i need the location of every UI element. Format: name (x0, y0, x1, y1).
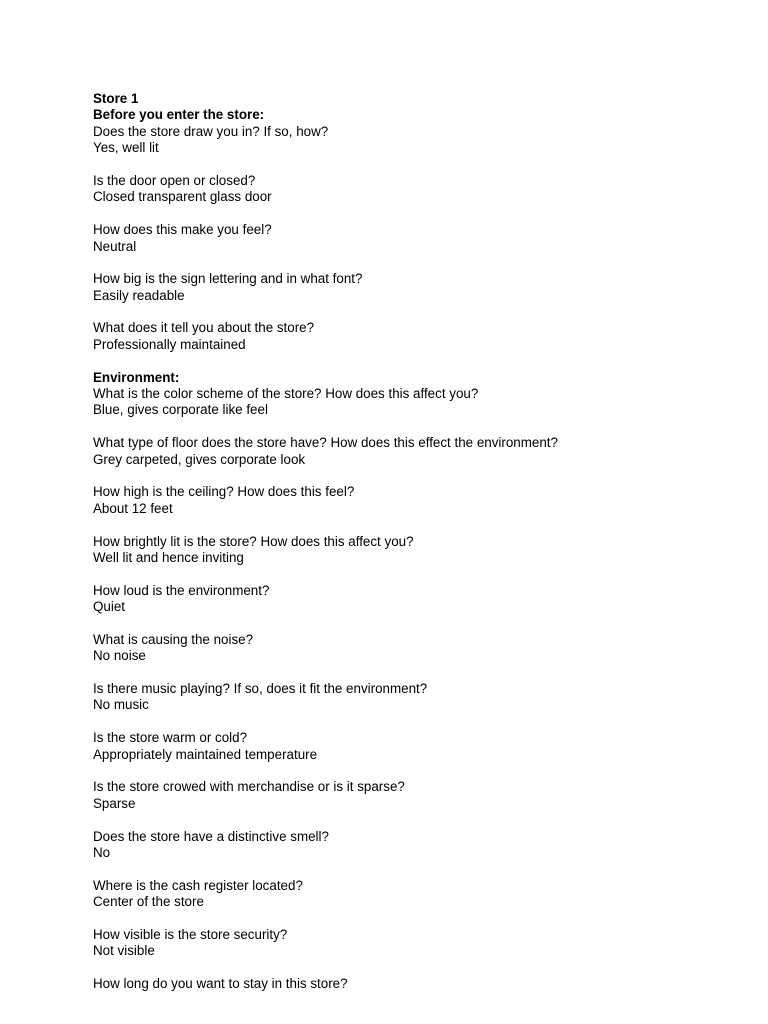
answer-text: No music (93, 697, 149, 713)
spacer (93, 255, 733, 271)
question-text: Is there music playing? If so, does it fit the environment? (93, 681, 428, 697)
question-text: Does the store draw you in? If so, how? (93, 123, 329, 139)
answer-text: Professionally maintained (93, 336, 246, 352)
spacer (93, 714, 733, 730)
question-text: What type of floor does the store have? How does this effect the environment? (93, 435, 558, 451)
spacer (93, 812, 733, 828)
answer-text: Grey carpeted, gives corporate look (93, 451, 306, 467)
answer-text: Closed transparent glass door (93, 189, 272, 205)
spacer (93, 157, 733, 173)
spacer (93, 353, 733, 369)
question-text: How loud is the environment? (93, 582, 270, 598)
answer-text: Quiet (93, 599, 126, 615)
store-title: Store 1 (93, 91, 139, 106)
answer-text: Sparse (93, 795, 136, 811)
answer-text: Blue, gives corporate like feel (93, 402, 268, 418)
spacer (93, 960, 733, 976)
question-text: How long do you want to stay in this store? (93, 976, 348, 992)
answer-text: About 12 feet (93, 500, 173, 516)
spacer (93, 468, 733, 484)
question-text: How does this make you feel? (93, 222, 272, 238)
spacer (93, 517, 733, 533)
answer-text: Center of the store (93, 894, 204, 910)
question-text: What does it tell you about the store? (93, 320, 315, 336)
spacer (93, 911, 733, 927)
section-heading-environment: Environment: (93, 369, 180, 385)
answer-text: Easily readable (93, 287, 185, 303)
spacer (93, 616, 733, 632)
question-text: How big is the sign lettering and in what font? (93, 271, 363, 287)
question-text: What is causing the noise? (93, 631, 254, 647)
answer-text: Yes, well lit (93, 140, 159, 156)
answer-text: Well lit and hence inviting (93, 549, 244, 565)
answer-text: No (93, 844, 111, 860)
answer-text: Not visible (93, 943, 155, 959)
section-heading-before-entering: Before you enter the store: (93, 107, 265, 123)
question-text: Is the store warm or cold? (93, 730, 248, 746)
spacer (93, 304, 733, 320)
answer-text: No noise (93, 648, 146, 664)
spacer (93, 566, 733, 582)
spacer (93, 419, 733, 435)
question-text: Is the store crowed with merchandise or is it sparse? (93, 779, 405, 795)
document-page (93, 91, 733, 992)
question-text: How brightly lit is the store? How does this affect you? (93, 533, 414, 549)
answer-text: Neutral (93, 238, 137, 254)
spacer (93, 665, 733, 681)
spacer (93, 206, 733, 222)
question-text: What is the color scheme of the store? How does this affect you? (93, 386, 479, 402)
question-text: Does the store have a distinctive smell? (93, 828, 329, 844)
spacer (93, 861, 733, 877)
answer-text: Appropriately maintained temperature (93, 746, 318, 762)
question-text: How high is the ceiling? How does this feel? (93, 484, 355, 500)
question-text: How visible is the store security? (93, 926, 288, 942)
question-text: Where is the cash register located? (93, 877, 303, 893)
question-text: Is the door open or closed? (93, 172, 256, 188)
spacer (93, 763, 733, 779)
